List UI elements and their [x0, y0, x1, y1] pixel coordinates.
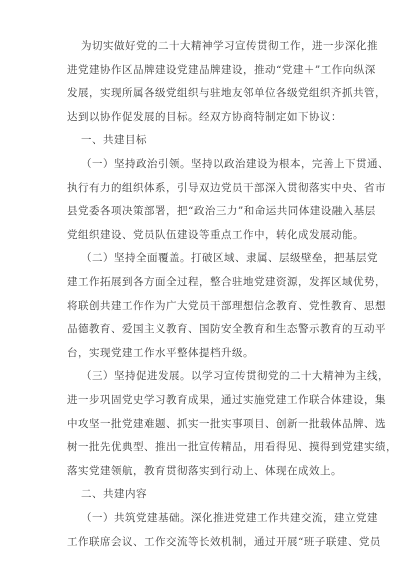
content-1-line-2: 工作联席会议、工作交流等长效机制，通过开展“班子联建、党员: [67, 535, 381, 548]
goal-2-line-3: 将联创共建工作作为广大党员干部理想信念教育、党性教育、思想: [67, 299, 386, 312]
goal-1-line-4: 党组织建设、党员队伍建设等重点工作中，转化成发展动能。: [67, 228, 364, 241]
paragraph-intro-line-4: 达到以协作促发展的目标。经双方协商特制定如下协议：: [67, 110, 342, 123]
goal-1-line-2: 执行有力的组织体系，引导双边党员干部深入贯彻落实中央、省市: [67, 181, 386, 194]
goal-3-line-2: 进一步巩固党史学习教育成果，通过实施党建工作联合体建设，集: [67, 394, 386, 406]
goal-1-line-1: （一）坚持政治引领。坚持以政治建设为根本，完善上下贯通、: [81, 158, 389, 170]
paragraph-intro-line-2: 进党建协作区品牌建设党建品牌建设，推动“党建＋”工作向纵深: [67, 63, 376, 76]
section-heading-content: 二、共建内容: [81, 488, 147, 501]
goal-1-line-3: 县党委各项决策部署，把“政治三力”和命运共同体建设融入基层: [67, 205, 376, 218]
goal-3-line-4: 树一批先优典型、推出一批宣传精品，用看得见、摸得到党建实绩，: [67, 441, 397, 454]
goal-3-line-5: 落实党建领航，教育贯彻落实到行动上、体现在成效上。: [67, 464, 342, 477]
paragraph-intro-line-3: 发展，实现所属各级党组织与驻地友邻单位各级党组织齐抓共管，: [67, 87, 386, 100]
goal-2-line-2: 建工作拓展到各方面全过程，整合驻地党建资源，发挥区域优势，: [67, 276, 386, 288]
goal-3-line-3: 中攻坚一批党建难题、抓实一批实事项目、创新一批载体品牌、选: [67, 417, 386, 430]
goal-3-line-1: （三）坚持促进发展。以学习宣传贯彻党的二十大精神为主线，: [81, 370, 389, 383]
paragraph-intro-line-1: 为切实做好党的二十大精神学习宣传贯彻工作，进一步深化推: [81, 40, 378, 52]
goal-2-line-4: 品德教育、爱国主义教育、国防安全教育和生态警示教育的互动平: [67, 323, 386, 336]
section-heading-goals: 一、共建目标: [81, 134, 147, 147]
content-1-line-1: （一）共筑党建基础。深化推进党建工作共建交流，建立党建: [81, 512, 378, 524]
goal-2-line-5: 台，实现党建工作水平整体提档升级。: [67, 346, 254, 359]
goal-2-line-1: （二）坚持全面覆盖。打破区域、隶属、层级壁垒，把基层党: [81, 252, 378, 265]
